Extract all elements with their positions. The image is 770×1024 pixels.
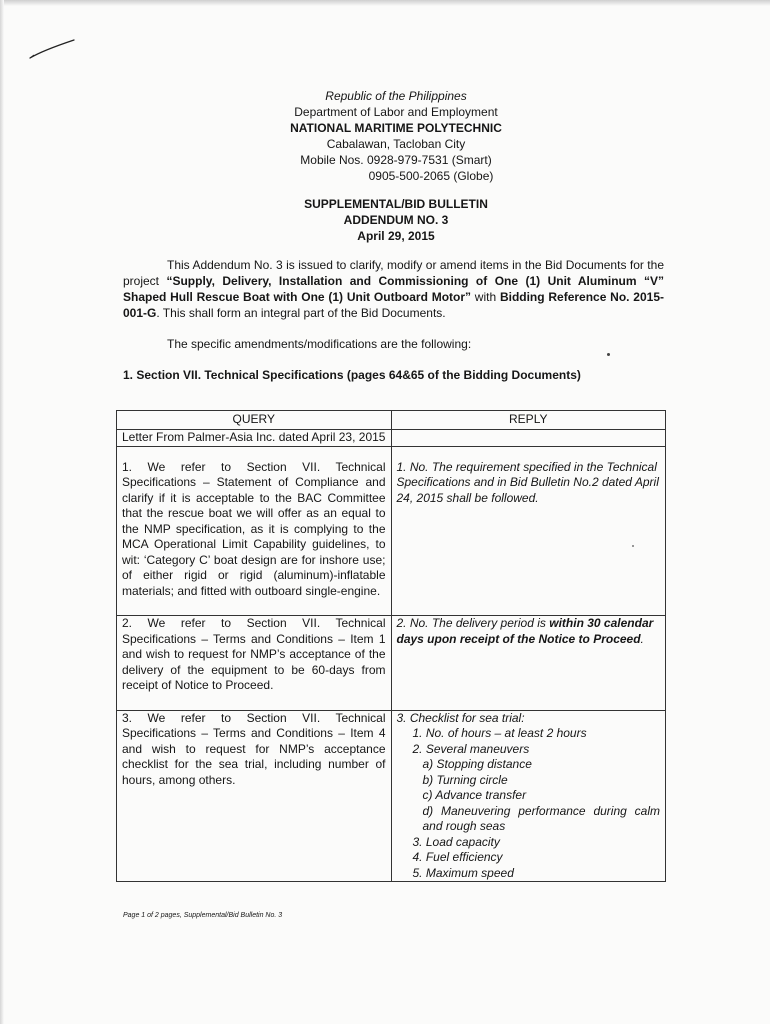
department-line: Department of Labor and Employment — [294, 105, 498, 119]
addendum-number: ADDENDUM NO. 3 — [343, 213, 449, 227]
reply-2-suffix: . — [640, 631, 644, 646]
letter-cell: Letter From Palmer-Asia Inc. dated April 23, 2015 — [117, 430, 392, 447]
scan-edge-top — [0, 0, 770, 6]
reply-2-bold: within 30 calendar days upon receipt of the Notice to Proceed — [396, 616, 654, 646]
institution-name: NATIONAL MARITIME POLYTECHNIC — [290, 121, 502, 135]
query-1-text: 1. We refer to Section VII. Technical Specifications – Statement of Compliance and clarify if it is acceptable to the BAC Committee that the rescue boat we will offer as an equal to the NMP specification, as it is complying to the MCA Operational Limit Capability guidelines, to wit: ‘Category C’ boat design are for inshore use; of either rigid or rigid (aluminum)-inflatable materials; and fitted with outboard single-engine. — [122, 459, 386, 598]
reply-3-title: 3. Checklist for sea trial: — [396, 710, 525, 725]
pen-mark-icon — [26, 36, 78, 62]
intro-text-3: . This shall form an integral part of the Bid Documents. — [156, 306, 446, 320]
list-item: 4. Fuel efficiency — [412, 850, 503, 864]
list-item: d) Maneuvering performance during calm and rough seas — [422, 803, 660, 833]
speck-mark — [632, 545, 634, 547]
intro-text-2: with — [471, 290, 500, 304]
page-footer: Page 1 of 2 pages, Supplemental/Bid Bulletin No. 3 — [123, 912, 283, 919]
bulletin-title-block — [250, 196, 542, 244]
list-item: a) Stopping distance — [422, 757, 532, 771]
query-2-text: 2. We refer to Section VII. Technical Specifications – Terms and Conditions – Item 1 and wish to request for NMP’s acceptance of the delivery of the equipment to be 60-days from receipt of Notice to Proceed. — [122, 616, 386, 692]
letter-reply-cell — [391, 430, 666, 447]
reply-1-text: 1. No. The requirement specified in the Technical Specifications and in Bid Bulletin No.2 dated April 24, 2015 shall be followed. — [396, 459, 659, 505]
bulletin-date: April 29, 2015 — [357, 229, 435, 243]
list-item: 1. No. of hours – at least 2 hours — [412, 726, 587, 740]
intro-paragraph — [123, 257, 664, 321]
republic-line: Republic of the Philippines — [325, 89, 467, 103]
letter-row — [117, 430, 666, 447]
query-1 — [117, 446, 392, 616]
project-name: “Supply, Delivery, Installation and Commissioning of One (1) Unit Aluminum “V” Shaped Hull Rescue Boat with One (1) Unit Outboard Motor” — [123, 274, 664, 304]
reply-2 — [391, 616, 666, 711]
scan-edge-left — [0, 0, 4, 1024]
reply-3 — [391, 710, 666, 882]
query-header: QUERY — [117, 411, 392, 430]
section-heading: 1. Section VII. Technical Specifications (pages 64&65 of the Bidding Documents) — [123, 368, 581, 382]
query-2 — [117, 616, 392, 711]
mobile-smart-line: Mobile Nos. 0928-979-7531 (Smart) — [300, 153, 492, 167]
address-line: Cabalawan, Tacloban City — [326, 137, 466, 151]
reply-1 — [391, 446, 666, 616]
query-reply-table — [116, 410, 666, 882]
list-item: b) Turning circle — [422, 772, 508, 787]
list-item: c) Advance transfer — [422, 788, 527, 802]
bulletin-title: SUPPLEMENTAL/BID BULLETIN — [304, 197, 488, 211]
letterhead — [250, 88, 542, 184]
query-3 — [117, 710, 392, 882]
sea-trial-checklist — [397, 726, 661, 881]
intro-text-1: This Addendum No. 3 is issued to clarify, modify or amend items in the Bid Documents for the project — [123, 258, 664, 288]
table-row — [117, 710, 666, 882]
reply-2-prefix: 2. No. The delivery period is — [396, 616, 550, 630]
table-row — [117, 446, 666, 616]
table-header-row — [117, 411, 666, 430]
list-item: 3. Load capacity — [412, 834, 500, 849]
query-3-text: 3. We refer to Section VII. Technical Specifications – Terms and Conditions – Item 4 and wish to request for NMP’s acceptance checklist for the sea trial, including number of hours, among others. — [122, 710, 386, 787]
mobile-globe-line: 0905-500-2065 (Globe) — [368, 169, 494, 183]
list-item: 5. Maximum speed — [412, 865, 514, 880]
amendments-intro: The specific amendments/modifications are the following: — [167, 337, 472, 351]
reply-header: REPLY — [391, 411, 666, 430]
list-item: 2. Several maneuvers — [412, 741, 530, 756]
speck-mark — [607, 353, 610, 356]
bidding-reference: Bidding Reference No. 2015-001-G — [123, 290, 664, 320]
table-row — [117, 616, 666, 711]
